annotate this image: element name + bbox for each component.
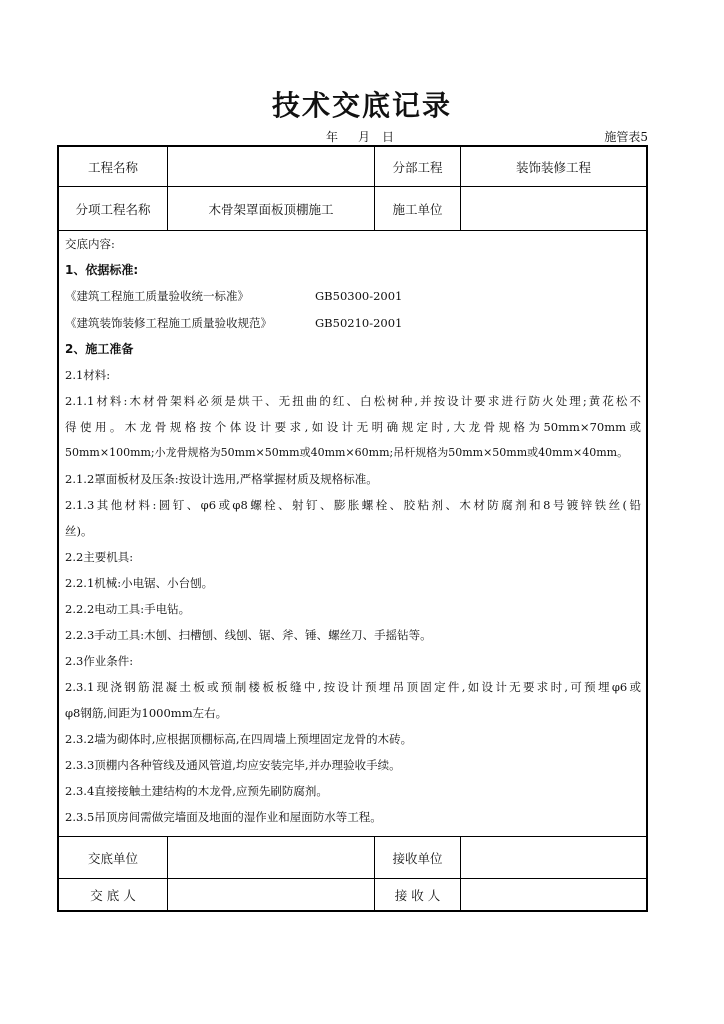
footer-row-1: [59, 837, 646, 879]
record-table: [57, 145, 648, 912]
content-line: 2.2.2电动工具:手电钻。: [65, 602, 191, 616]
content-line: 50mm×100mm;小龙骨规格为50mm×50mm或40mm×60mm;吊杆规格为50mm×50mm或40mm×40mm。: [65, 446, 629, 459]
content-line: φ8钢筋,间距为1000mm左右。: [65, 706, 228, 720]
content-line: 2.3.2墙为砌体时,应根据顶棚标高,在四周墙上预埋固定龙骨的木砖。: [65, 732, 413, 746]
standard-1-code: GB50300-2001: [315, 289, 403, 303]
division-label: 分部工程: [375, 147, 461, 186]
content-intro: 交底内容:: [65, 237, 115, 251]
document-title: 技术交底记录: [271, 89, 452, 122]
standard-2-code: GB50210-2001: [315, 316, 403, 330]
content-line: 2.3作业条件:: [65, 654, 134, 668]
content-line: 2.2.1机械:小电锯、小台刨。: [65, 576, 214, 590]
receiving-unit-label: 接收单位: [375, 837, 461, 878]
receiver-value: [461, 879, 646, 910]
content-line: 得使用。木龙骨规格按个体设计要求,如设计无明确规定时,大龙骨规格为50mm×70mm或: [65, 420, 641, 434]
standard-item-2: [65, 315, 641, 331]
receiver-label: 接 收 人: [375, 879, 461, 910]
project-name-value: [168, 147, 375, 186]
standard-1-name: 《建筑工程施工质量验收统一标准》: [65, 289, 249, 303]
content-line: 2.1.1材料:木材骨架料必须是烘干、无扭曲的红、白松树种,并按设计要求进行防火处理;黄花松不: [65, 394, 641, 408]
subitem-value: 木骨架罩面板顶棚施工: [168, 187, 375, 230]
date-month: 月: [358, 130, 371, 144]
content-line: 2.3.3顶棚内各种管线及通风管道,均应安装完毕,并办理验收手续。: [65, 758, 401, 772]
handover-unit-value: [168, 837, 375, 878]
subitem-label: 分项工程名称: [59, 187, 168, 230]
content-line: 2.1.3其他材料:圆钉、φ6或φ8螺栓、射钉、膨胀螺栓、胶粘剂、木材防腐剂和8号镀锌铁丝(铅: [65, 498, 641, 512]
header-row-2: [59, 187, 646, 231]
date-year: 年: [326, 130, 339, 144]
section-heading-1: 1、依据标准:: [65, 263, 139, 277]
handover-person-label: 交 底 人: [59, 879, 168, 910]
content-line: 2.1.2罩面板材及压条:按设计选用,严格掌握材质及规格标准。: [65, 472, 378, 486]
date-day: 日: [382, 130, 395, 144]
content-line: 2.1材料:: [65, 368, 111, 382]
content-line: 2.2主要机具:: [65, 550, 134, 564]
division-value: 装饰装修工程: [515, 159, 591, 175]
receiving-unit-value: [461, 837, 646, 878]
section-heading-2: 2、施工准备: [65, 342, 134, 356]
content-line: 2.3.1现浇钢筋混凝土板或预制楼板板缝中,按设计预埋吊顶固定件,如设计无要求时,可预埋φ6或: [65, 680, 641, 694]
header-row-1: [59, 147, 646, 187]
construction-unit-value: [461, 187, 646, 230]
construction-unit-label: 施工单位: [375, 187, 461, 230]
footer-row-2: [59, 879, 646, 910]
handover-unit-label: 交底单位: [59, 837, 168, 878]
handover-content: [59, 231, 646, 837]
handover-person-value: [168, 879, 375, 910]
form-number: 施管表5: [604, 130, 648, 144]
standard-2-name: 《建筑装饰装修工程施工质量验收规范》: [65, 316, 272, 330]
content-line: 2.2.3手动工具:木刨、扫槽刨、线刨、锯、斧、锤、螺丝刀、手摇钻等。: [65, 628, 432, 642]
project-name-label: 工程名称: [59, 147, 168, 186]
standard-item-1: [65, 288, 641, 304]
content-line: 2.3.4直接接触土建结构的木龙骨,应预先刷防腐剂。: [65, 784, 328, 798]
date-row: [58, 128, 648, 144]
content-line: 2.3.5吊顶房间需做完墙面及地面的湿作业和屋面防水等工程。: [65, 810, 382, 824]
content-line: 丝)。: [65, 524, 93, 538]
